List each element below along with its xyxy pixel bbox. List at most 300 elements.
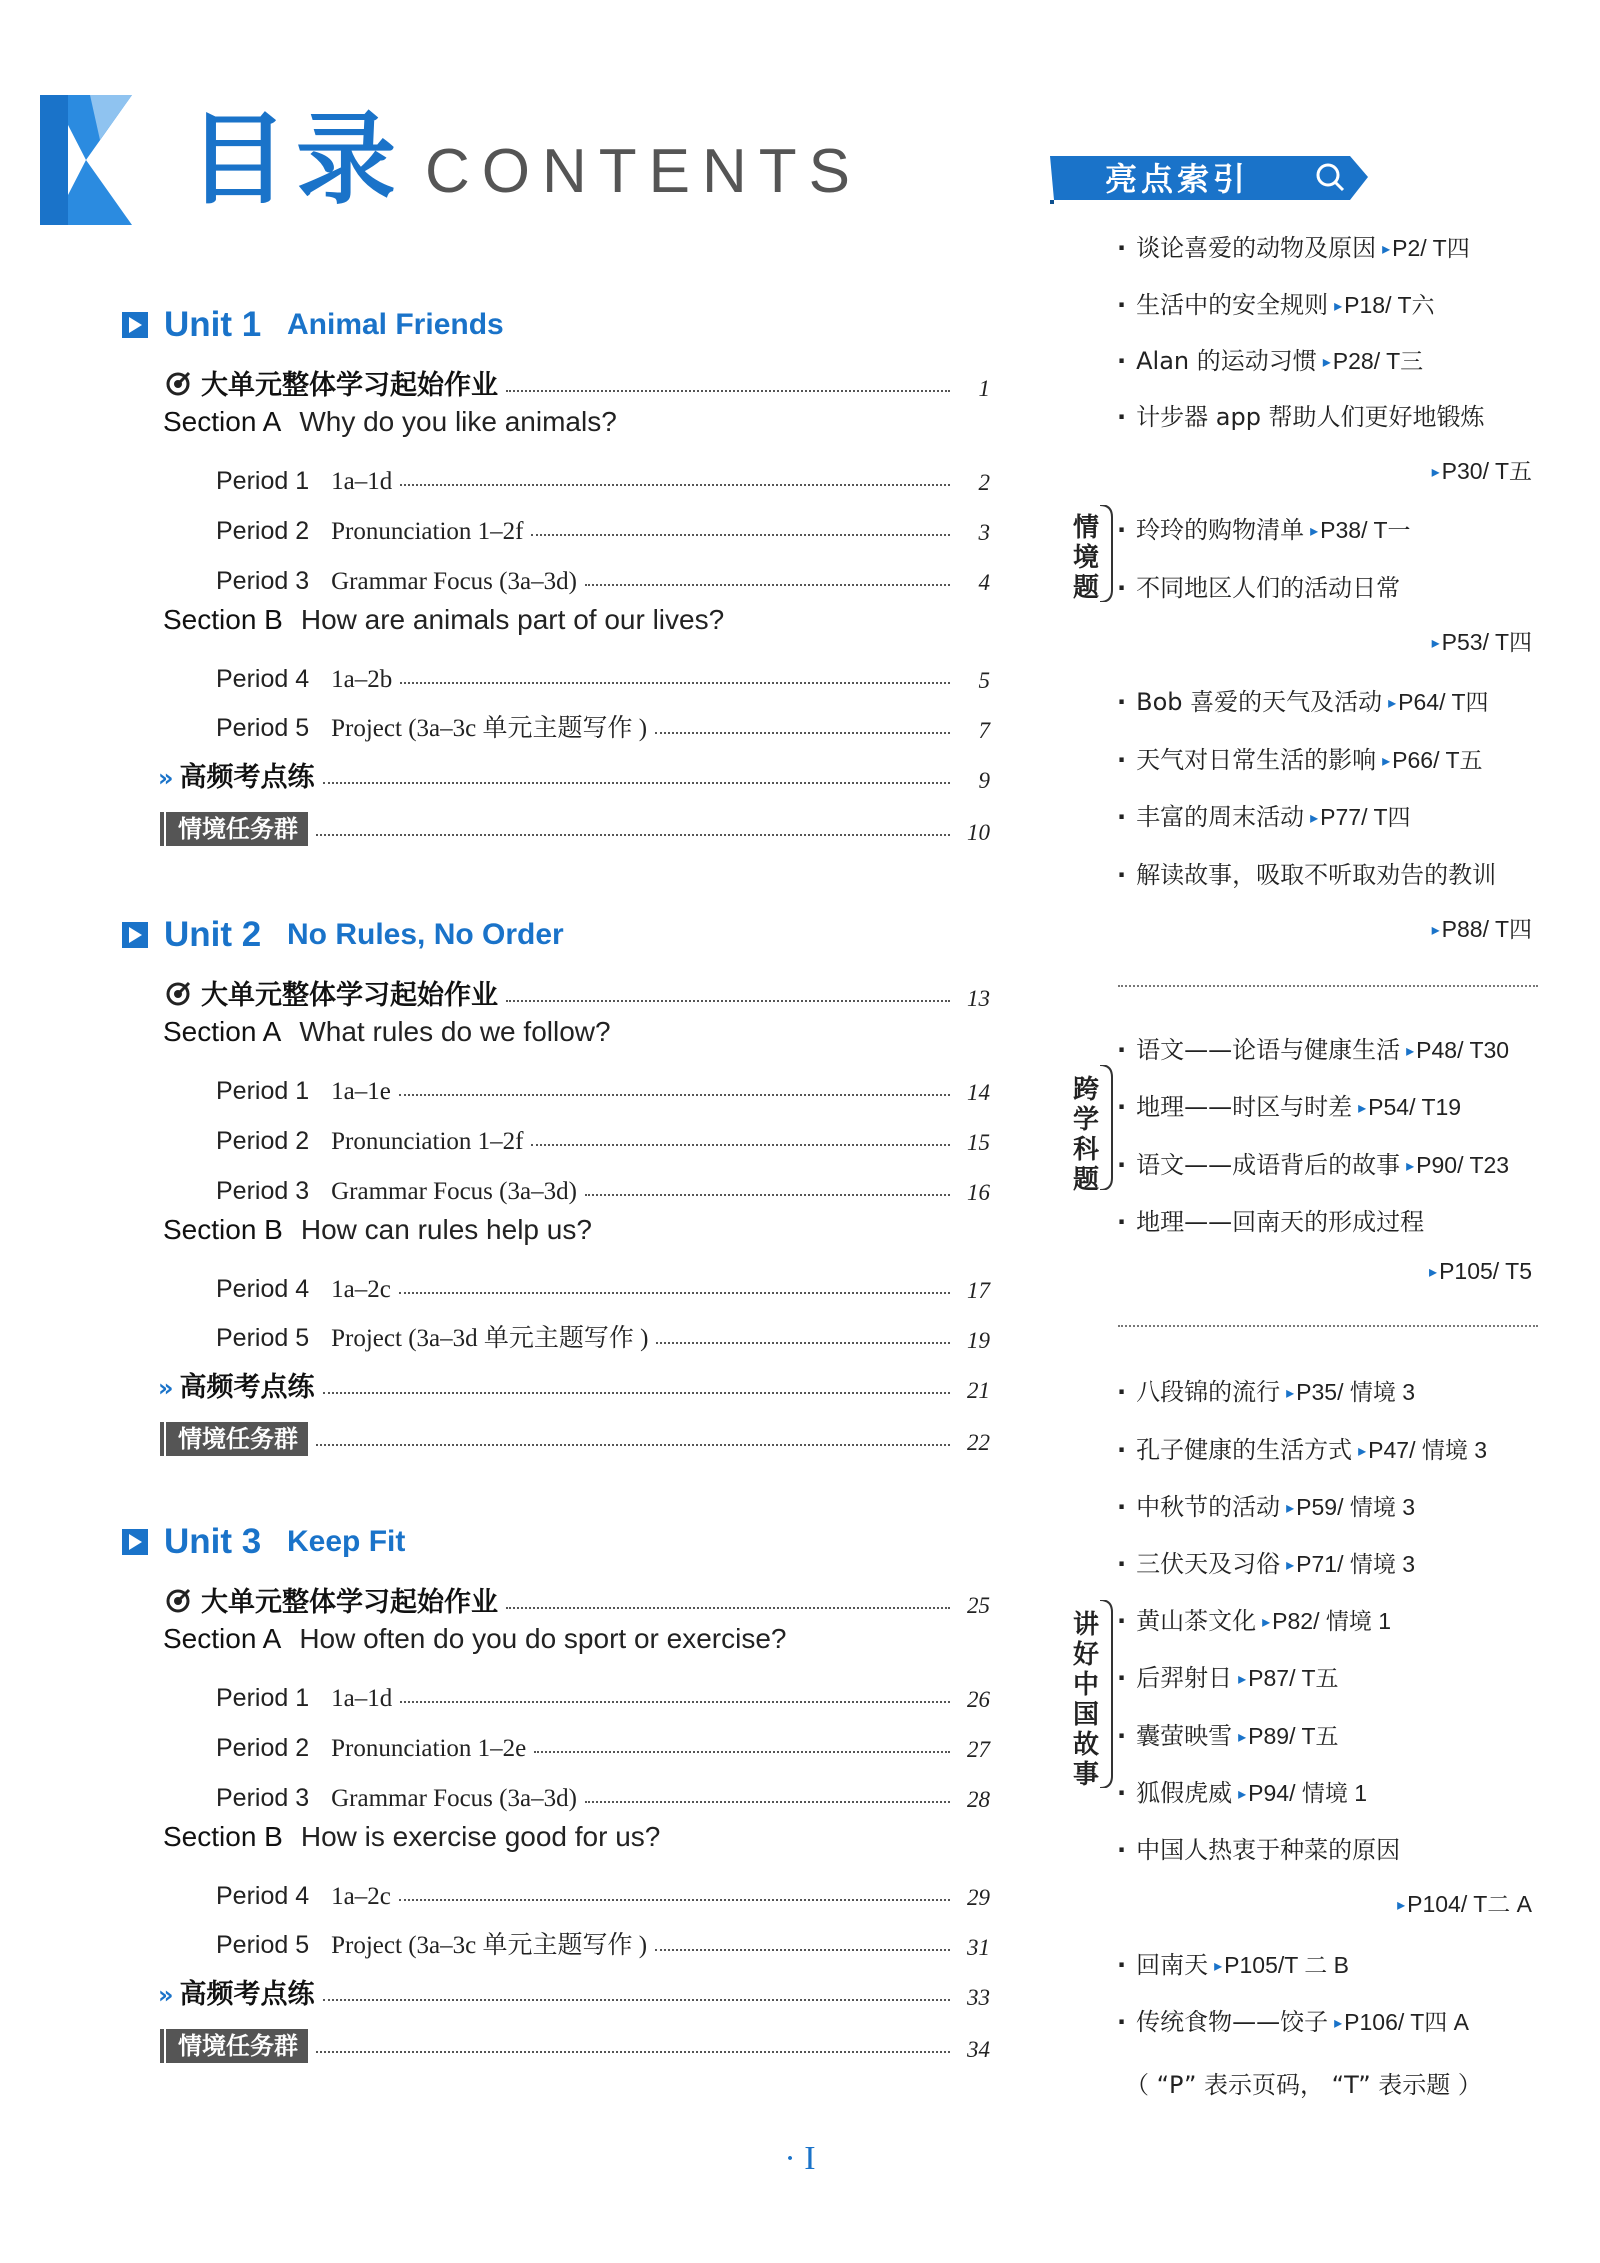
period-label: Period 4 1a–2c <box>216 1882 391 1910</box>
page-ref: 28 <box>967 1787 990 1812</box>
highlight-text: 黄山茶文化 <box>1136 1607 1257 1635</box>
highlight-ref: P59/ 情境 3 <box>1296 1494 1416 1520</box>
target-icon <box>165 979 193 1007</box>
category-char: 情 <box>1072 513 1099 543</box>
dot-leader <box>316 834 950 836</box>
highlight-text: 不同地区人们的活动日常 <box>1136 574 1401 602</box>
period-topic: Pronunciation 1–2f <box>331 1128 524 1155</box>
highlight-ref: P105/T 二 B <box>1224 1952 1350 1978</box>
category-char: 境 <box>1072 543 1099 573</box>
bullet: · <box>1117 1436 1127 1464</box>
bullet: · <box>1117 1836 1127 1864</box>
highlight-ref: P77/ T四 <box>1320 804 1411 830</box>
target-icon <box>165 369 193 397</box>
category-char: 好 <box>1072 1640 1099 1670</box>
unit-name: No Rules, No Order <box>287 918 564 951</box>
highlight-ref: P66/ T五 <box>1392 747 1483 773</box>
unit-name: Keep Fit <box>287 1525 406 1558</box>
toc-entry[interactable] <box>216 1262 990 1304</box>
page-ref: 13 <box>967 986 990 1011</box>
highlight-ref: P87/ T五 <box>1248 1665 1339 1691</box>
highlight-item[interactable] <box>1117 1544 1415 1579</box>
arrow-icon: ▸ <box>1238 1727 1247 1746</box>
period-topic: Grammar Focus (3a–3d) <box>331 568 577 595</box>
category-char: 国 <box>1072 1700 1099 1730</box>
highlight-item[interactable] <box>1117 1372 1415 1407</box>
highlight-text: 天气对日常生活的影响 <box>1136 746 1377 774</box>
highlight-ref-line <box>1391 1886 1532 1919</box>
double-chevron-icon: » <box>158 1981 174 2009</box>
bullet: · <box>1117 861 1127 889</box>
toc-entry[interactable] <box>216 1771 990 1813</box>
highlight-item[interactable] <box>1117 1658 1339 1693</box>
dot-leader <box>534 1751 950 1753</box>
section-title: How can rules help us? <box>300 1214 592 1245</box>
arrow-icon: ▸ <box>1322 352 1331 371</box>
highlight-ref: P38/ T一 <box>1320 517 1411 543</box>
toc-entry[interactable] <box>158 1969 990 2011</box>
period-label: Period 5 Project (3a–3d 单元主题写作 ) <box>216 1324 649 1352</box>
bullet: · <box>1117 688 1127 716</box>
dot-leader <box>655 732 950 734</box>
task-badge: 情境任务群 <box>166 812 308 846</box>
toc-entry[interactable] <box>166 2021 990 2063</box>
highlight-item[interactable] <box>1117 1087 1461 1122</box>
double-chevron-icon: » <box>158 1374 174 1402</box>
period-label: Period 4 1a–2c <box>216 1275 391 1303</box>
page-ref: 3 <box>978 520 990 545</box>
page-ref: 7 <box>978 718 990 743</box>
highlight-text: 后羿射日 <box>1136 1664 1233 1692</box>
bracket-line <box>1098 1600 1116 1788</box>
dot-leader <box>655 1949 950 1951</box>
toc-entry[interactable] <box>216 652 990 694</box>
intro-task-label: 大单元整体学习起始作业 <box>165 363 498 402</box>
dot-leader <box>656 1342 950 1344</box>
period-topic: 1a–2b <box>331 666 393 693</box>
category-char: 题 <box>1072 573 1099 603</box>
arrow-icon: ▸ <box>1382 751 1391 770</box>
unit-number: Unit 3 <box>164 1522 262 1561</box>
section-label: Section A <box>163 1016 282 1047</box>
arrow-icon: ▸ <box>1382 239 1391 258</box>
arrow-icon: ▸ <box>1431 635 1440 652</box>
section-label: Section B <box>163 604 283 635</box>
section-divider <box>1118 985 1538 987</box>
logo-mark-icon <box>40 95 132 225</box>
page-ref: 25 <box>967 1593 990 1618</box>
bullet: · <box>1117 234 1127 262</box>
bullet: · <box>1117 1779 1127 1807</box>
highlight-text: 解读故事，吸取不听取劝告的教训 <box>1136 861 1497 889</box>
highlight-item[interactable] <box>1117 285 1435 320</box>
highlight-ref: P53/ T四 <box>1441 629 1532 655</box>
arrow-icon: ▸ <box>1406 1041 1415 1060</box>
intro-task-label: 大单元整体学习起始作业 <box>165 1580 498 1619</box>
arrow-icon: ▸ <box>1397 1897 1406 1914</box>
toc-entry[interactable] <box>165 1577 990 1619</box>
category-char: 学 <box>1072 1105 1099 1135</box>
task-badge: 情境任务群 <box>166 2029 308 2063</box>
highlight-item[interactable] <box>1117 1716 1339 1751</box>
highlight-text: Alan 的运动习惯 <box>1136 347 1317 375</box>
arrow-icon: ▸ <box>1238 1784 1247 1803</box>
target-icon <box>165 1586 193 1614</box>
bracket-line <box>1098 1065 1116 1190</box>
toc-entry[interactable] <box>216 1312 990 1354</box>
toc-entry[interactable] <box>165 360 990 402</box>
task-badge: 情境任务群 <box>166 1422 308 1456</box>
highlight-ref: P104/ T二 A <box>1407 1891 1532 1917</box>
unit-play-icon <box>122 922 148 948</box>
highlight-item[interactable] <box>1117 1773 1367 1808</box>
practice-label: » 高频考点练 <box>158 1372 315 1403</box>
bullet: · <box>1117 1378 1127 1406</box>
highlight-text: Bob 喜爱的天气及活动 <box>1136 688 1383 716</box>
practice-label: » 高频考点练 <box>158 762 315 793</box>
bullet: · <box>1117 347 1127 375</box>
section-title: What rules do we follow? <box>299 1016 611 1047</box>
toc-entry[interactable] <box>165 970 990 1012</box>
bracket-line <box>1098 505 1116 602</box>
page-ref: 2 <box>978 470 990 495</box>
highlight-item[interactable] <box>1117 397 1485 432</box>
category-char: 故 <box>1072 1730 1099 1760</box>
toc-entry[interactable] <box>216 702 990 744</box>
highlight-ref: P71/ 情境 3 <box>1296 1551 1416 1577</box>
period-label: Period 3 Grammar Focus (3a–3d) <box>216 567 577 595</box>
page-ref: 26 <box>967 1687 990 1712</box>
toc-entry[interactable] <box>216 1114 990 1156</box>
unit-play-icon <box>122 1529 148 1555</box>
unit-name: Animal Friends <box>287 308 504 341</box>
highlight-item[interactable] <box>1117 2002 1469 2037</box>
highlight-text: 中秋节的活动 <box>1136 1493 1281 1521</box>
highlight-text: 传统食物——饺子 <box>1136 2008 1329 2036</box>
dot-leader <box>531 534 950 536</box>
highlight-item[interactable] <box>1117 568 1400 603</box>
bullet: · <box>1117 1493 1127 1521</box>
arrow-icon: ▸ <box>1286 1555 1295 1574</box>
bullet: · <box>1117 1093 1127 1121</box>
highlight-ref-line <box>1426 453 1532 486</box>
page-ref: 34 <box>967 2037 990 2062</box>
section-label: Section B <box>163 1214 283 1245</box>
bullet: · <box>1117 1208 1127 1236</box>
dot-leader <box>506 1607 950 1609</box>
highlight-ref: P88/ T四 <box>1441 916 1532 942</box>
category-char: 跨 <box>1072 1075 1099 1105</box>
highlight-ref: P54/ T19 <box>1368 1094 1462 1120</box>
highlight-ref: P64/ T四 <box>1398 689 1489 715</box>
category-char: 科 <box>1072 1135 1099 1165</box>
page-ref: 14 <box>967 1080 990 1105</box>
arrow-icon: ▸ <box>1334 296 1343 315</box>
bullet: · <box>1117 1722 1127 1750</box>
contents-header <box>40 95 880 225</box>
dot-leader <box>585 1801 950 1803</box>
page-ref: 33 <box>967 1985 990 2010</box>
bullet: · <box>1117 574 1127 602</box>
bullet: · <box>1117 1151 1127 1179</box>
toc-entry[interactable] <box>216 1869 990 1911</box>
arrow-icon: ▸ <box>1429 1264 1438 1281</box>
dot-leader <box>399 1292 950 1294</box>
dot-leader <box>585 584 950 586</box>
page-ref: 4 <box>978 570 990 595</box>
bullet: · <box>1117 746 1127 774</box>
period-topic: Project (3a–3c 单元主题写作 ) <box>331 1932 648 1959</box>
arrow-icon: ▸ <box>1238 1669 1247 1688</box>
bullet: · <box>1117 291 1127 319</box>
period-topic: Project (3a–3d 单元主题写作 ) <box>331 1325 649 1352</box>
arrow-icon: ▸ <box>1431 464 1440 481</box>
arrow-icon: ▸ <box>1431 922 1440 939</box>
highlight-item[interactable] <box>1117 1945 1349 1980</box>
highlight-ref-line <box>1426 911 1532 944</box>
dot-leader <box>399 1899 950 1901</box>
highlight-text: 谈论喜爱的动物及原因 <box>1136 234 1377 262</box>
toc-entry[interactable] <box>216 1164 990 1206</box>
highlight-ref: P18/ T六 <box>1344 292 1435 318</box>
category-char: 题 <box>1072 1165 1099 1195</box>
highlight-ref: P105/ T5 <box>1439 1258 1532 1284</box>
section-title: How are animals part of our lives? <box>300 604 725 635</box>
arrow-icon: ▸ <box>1310 808 1319 827</box>
section-label: Section A <box>163 1623 282 1654</box>
highlight-item[interactable] <box>1117 1145 1509 1180</box>
highlight-item[interactable] <box>1117 510 1411 545</box>
dot-leader <box>585 1194 950 1196</box>
section-heading <box>163 1016 611 1058</box>
highlight-ref: P82/ 情境 1 <box>1272 1608 1392 1634</box>
section-title: How is exercise good for us? <box>300 1821 661 1852</box>
period-topic: 1a–1d <box>331 1685 393 1712</box>
highlight-text: 地理——回南天的形成过程 <box>1136 1208 1425 1236</box>
dot-leader <box>400 484 950 486</box>
period-label: Period 3 Grammar Focus (3a–3d) <box>216 1784 577 1812</box>
page-ref: 17 <box>967 1278 990 1303</box>
toc-entry[interactable] <box>216 554 990 596</box>
toc-entry[interactable] <box>216 1721 990 1763</box>
highlight-text: 语文——成语背后的故事 <box>1136 1151 1401 1179</box>
intro-task-label: 大单元整体学习起始作业 <box>165 973 498 1012</box>
highlight-item[interactable] <box>1117 1202 1424 1237</box>
unit-heading <box>122 1522 722 1566</box>
bullet: · <box>1117 1664 1127 1692</box>
highlight-item[interactable] <box>1117 797 1411 832</box>
highlight-ref: P90/ T23 <box>1416 1152 1510 1178</box>
highlight-ref: P2/ T四 <box>1392 235 1470 261</box>
highlight-text: 八段锦的流行 <box>1136 1378 1281 1406</box>
highlight-text: 孔子健康的生活方式 <box>1136 1436 1353 1464</box>
period-topic: Grammar Focus (3a–3d) <box>331 1785 577 1812</box>
page-title-en: CONTENTS <box>425 137 862 206</box>
unit-heading <box>122 915 722 959</box>
highlight-text: 语文——论语与健康生活 <box>1136 1036 1401 1064</box>
highlight-text: 计步器 app 帮助人们更好地锻炼 <box>1136 403 1485 431</box>
highlight-ref: P28/ T三 <box>1332 348 1424 374</box>
dot-leader <box>323 782 950 784</box>
highlight-item[interactable] <box>1117 1430 1487 1465</box>
page-ref: 1 <box>978 376 990 401</box>
section-label: Section A <box>163 406 282 437</box>
arrow-icon: ▸ <box>1286 1383 1295 1402</box>
period-topic: Project (3a–3c 单元主题写作 ) <box>331 715 648 742</box>
page-ref: 22 <box>967 1430 990 1455</box>
section-divider <box>1118 1325 1538 1327</box>
toc-entry[interactable] <box>216 504 990 546</box>
highlight-ref-line <box>1423 1258 1532 1285</box>
highlight-item[interactable] <box>1117 682 1489 717</box>
period-label: Period 2 Pronunciation 1–2f <box>216 1127 524 1155</box>
highlight-text: 玲玲的购物清单 <box>1136 516 1305 544</box>
toc-entry[interactable] <box>158 752 990 794</box>
period-topic: 1a–2c <box>331 1276 391 1303</box>
unit-play-icon <box>122 312 148 338</box>
highlight-item[interactable] <box>1117 341 1423 376</box>
highlight-text: 丰富的周末活动 <box>1136 803 1305 831</box>
highlight-item[interactable] <box>1117 1030 1509 1065</box>
period-topic: 1a–2c <box>331 1883 391 1910</box>
section-heading <box>163 406 617 448</box>
page-ref: 21 <box>967 1378 990 1403</box>
arrow-icon: ▸ <box>1310 521 1319 540</box>
category-char: 讲 <box>1072 1610 1099 1640</box>
page-number: · I <box>784 2140 816 2177</box>
period-topic: Pronunciation 1–2f <box>331 518 524 545</box>
page-ref: 9 <box>978 768 990 793</box>
arrow-icon: ▸ <box>1406 1156 1415 1175</box>
highlight-ref: P48/ T30 <box>1416 1037 1510 1063</box>
period-topic: 1a–1e <box>331 1078 391 1105</box>
highlight-item[interactable] <box>1117 1487 1415 1522</box>
page-ref: 19 <box>967 1328 990 1353</box>
bullet: · <box>1117 516 1127 544</box>
page-ref: 16 <box>967 1180 990 1205</box>
highlight-item[interactable] <box>1117 228 1470 263</box>
highlight-ref: P94/ 情境 1 <box>1248 1780 1368 1806</box>
period-label: Period 2 Pronunciation 1–2f <box>216 517 524 545</box>
dot-leader <box>316 1444 950 1446</box>
period-label: Period 1 1a–1d <box>216 467 393 495</box>
highlight-text: 囊萤映雪 <box>1136 1722 1233 1750</box>
section-heading <box>163 1214 592 1256</box>
arrow-icon: ▸ <box>1286 1498 1295 1517</box>
highlight-ref: P106/ T四 A <box>1344 2009 1470 2035</box>
page-ref: 15 <box>967 1130 990 1155</box>
page-title-cn: 目录 <box>188 101 404 218</box>
dot-leader <box>323 1999 950 2001</box>
period-label: Period 5 Project (3a–3c 单元主题写作 ) <box>216 714 648 742</box>
arrow-icon: ▸ <box>1334 2013 1343 2032</box>
highlight-item[interactable] <box>1117 855 1496 890</box>
unit-number: Unit 2 <box>164 915 262 954</box>
section-heading <box>163 1623 786 1665</box>
period-topic: Pronunciation 1–2e <box>331 1735 527 1762</box>
bullet: · <box>1117 1951 1127 1979</box>
dot-leader <box>506 1000 950 1002</box>
dot-leader <box>316 2051 950 2053</box>
highlight-ref-line <box>1426 624 1532 657</box>
highlight-text: 三伏天及习俗 <box>1136 1550 1281 1578</box>
period-label: Period 2 Pronunciation 1–2e <box>216 1734 527 1762</box>
period-label: Period 4 1a–2b <box>216 665 393 693</box>
highlight-ref: P30/ T五 <box>1441 458 1532 484</box>
dot-leader <box>400 682 950 684</box>
section-label: Section B <box>163 1821 283 1852</box>
toc-entry[interactable] <box>166 1414 990 1456</box>
bullet: · <box>1117 1036 1127 1064</box>
page-ref: 10 <box>967 820 990 845</box>
period-label: Period 1 1a–1d <box>216 1684 393 1712</box>
bullet: · <box>1117 403 1127 431</box>
bullet: · <box>1117 803 1127 831</box>
highlight-item[interactable] <box>1117 740 1483 775</box>
toc-entry[interactable] <box>166 804 990 846</box>
dot-leader <box>323 1392 950 1394</box>
category-char: 事 <box>1072 1760 1099 1790</box>
page-ref: 27 <box>967 1737 990 1762</box>
section-title: How often do you do sport or exercise? <box>299 1623 787 1654</box>
unit-number: Unit 1 <box>164 305 262 344</box>
toc-entry[interactable] <box>158 1362 990 1404</box>
highlight-text: 地理——时区与时差 <box>1136 1093 1353 1121</box>
bullet: · <box>1117 2008 1127 2036</box>
period-label: Period 3 Grammar Focus (3a–3d) <box>216 1177 577 1205</box>
highlight-ref: P47/ 情境 3 <box>1368 1437 1488 1463</box>
practice-label: » 高频考点练 <box>158 1979 315 2010</box>
arrow-icon: ▸ <box>1358 1098 1367 1117</box>
highlight-item[interactable] <box>1117 1601 1391 1636</box>
dot-leader <box>400 1701 950 1703</box>
section-title: Why do you like animals? <box>299 406 617 437</box>
dot-leader <box>506 390 950 392</box>
highlight-text: 生活中的安全规则 <box>1136 291 1329 319</box>
highlight-ref: P89/ T五 <box>1248 1723 1339 1749</box>
arrow-icon: ▸ <box>1262 1612 1271 1631</box>
highlight-item[interactable] <box>1117 1830 1400 1865</box>
highlight-ref: P35/ 情境 3 <box>1296 1379 1416 1405</box>
toc-entry[interactable] <box>216 1064 990 1106</box>
highlight-text: 回南天 <box>1136 1951 1209 1979</box>
toc-entry[interactable] <box>216 1671 990 1713</box>
arrow-icon: ▸ <box>1358 1441 1367 1460</box>
page-ref: 31 <box>967 1935 990 1960</box>
bullet: · <box>1117 1550 1127 1578</box>
dot-leader <box>531 1144 950 1146</box>
page-ref: 5 <box>978 668 990 693</box>
period-topic: Grammar Focus (3a–3d) <box>331 1178 577 1205</box>
category-char: 中 <box>1072 1670 1099 1700</box>
highlight-text: 狐假虎威 <box>1136 1779 1233 1807</box>
page-ref: 29 <box>967 1885 990 1910</box>
period-label: Period 1 1a–1e <box>216 1077 391 1105</box>
arrow-icon: ▸ <box>1388 693 1397 712</box>
section-heading <box>163 604 724 646</box>
double-chevron-icon: » <box>158 764 174 792</box>
section-heading <box>163 1821 660 1863</box>
highlights-title: 亮点索引 <box>1105 160 1250 198</box>
arrow-icon: ▸ <box>1214 1956 1223 1975</box>
legend-note: （ “P” 表示页码， “T” 表示题 ） <box>1125 2071 1482 2099</box>
toc-entry[interactable] <box>216 1919 990 1961</box>
dot-leader <box>399 1094 950 1096</box>
unit-heading <box>122 305 722 349</box>
bullet: · <box>1117 1607 1127 1635</box>
toc-entry[interactable] <box>216 454 990 496</box>
period-topic: 1a–1d <box>331 468 393 495</box>
